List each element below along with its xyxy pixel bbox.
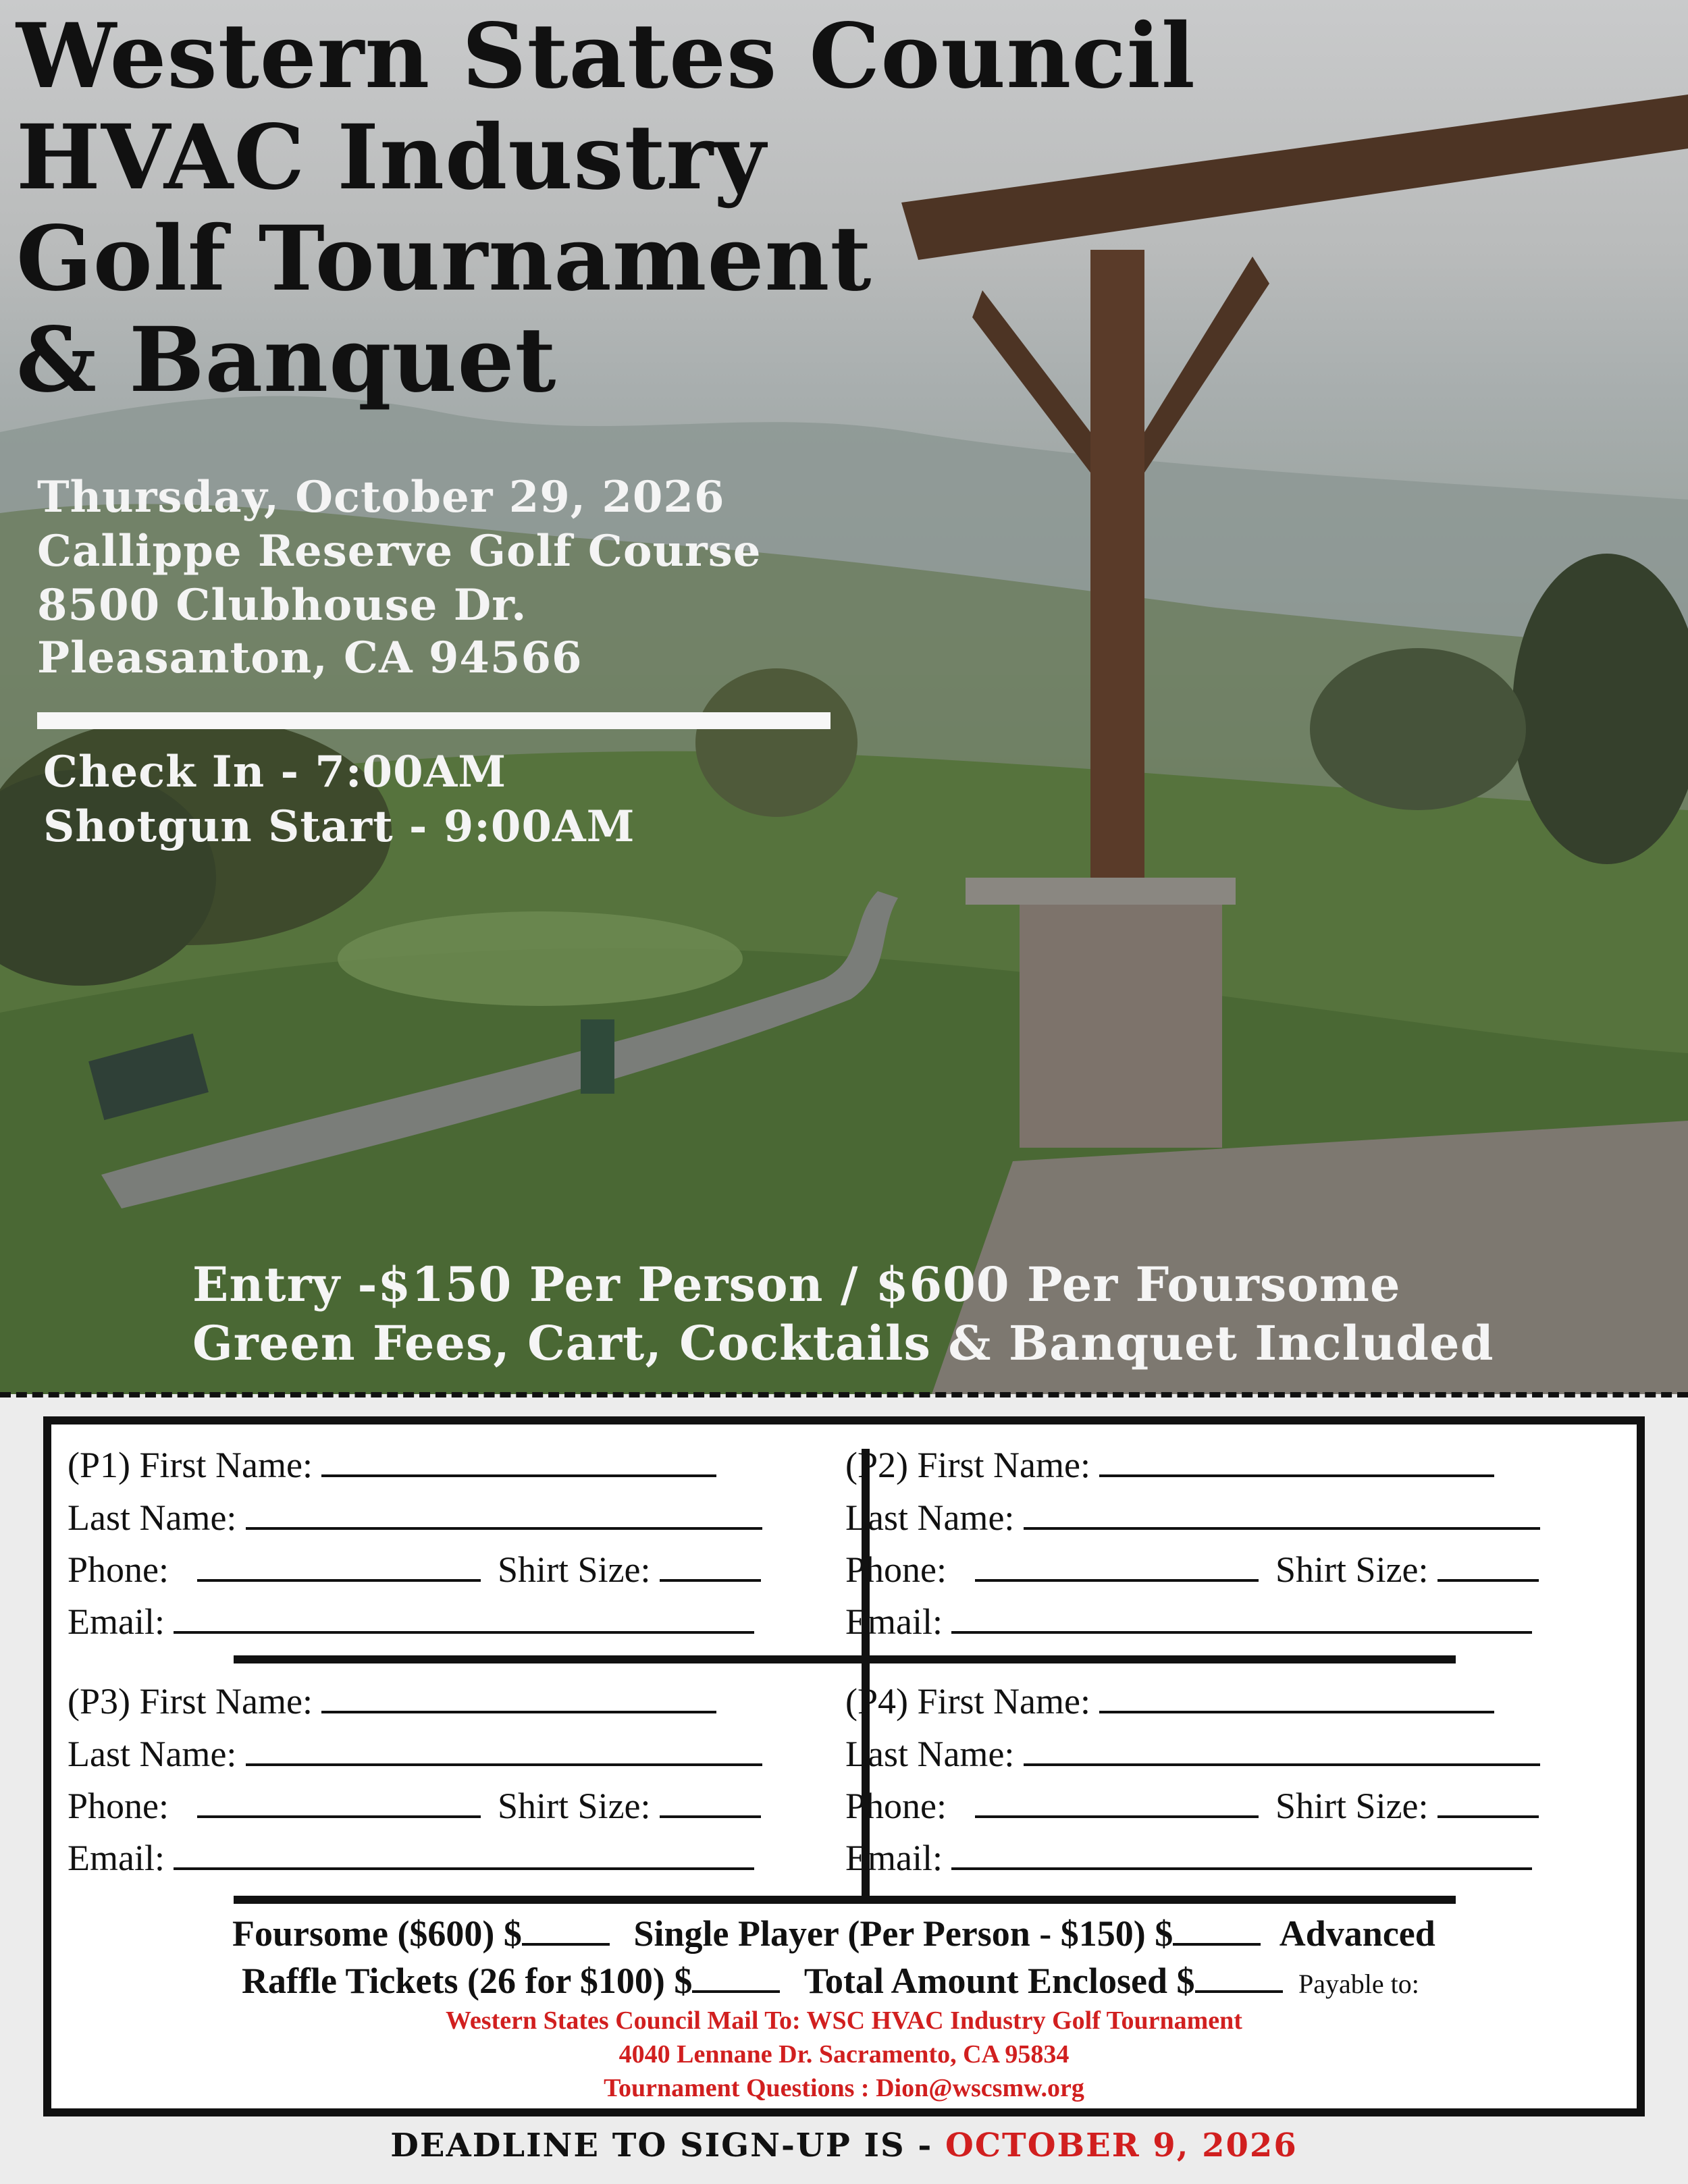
p4-first-name-field[interactable] <box>1099 1682 1494 1713</box>
p3-last-name-label: Last Name: <box>68 1734 237 1774</box>
p4-last-name-label: Last Name: <box>845 1734 1015 1774</box>
p2-shirt-size-label: Shirt Size: <box>1275 1549 1429 1590</box>
p4-shirt-size-label: Shirt Size: <box>1275 1786 1429 1826</box>
p1-phone-row <box>68 1551 761 1588</box>
p1-shirt-size-field[interactable] <box>660 1551 761 1582</box>
p1-last-name-row <box>68 1499 762 1536</box>
title-line-3: Golf Tournament <box>16 207 872 311</box>
p4-last-name-row <box>845 1735 1540 1772</box>
questions-line: Tournament Questions : Dion@wscsmw.org <box>604 2074 1084 2102</box>
mail-to-line: Western States Council Mail To: WSC HVAC Industry Golf Tournament <box>446 2006 1242 2035</box>
p3-email-row <box>68 1839 754 1876</box>
single-player-label: Single Player (Per Person - $150) $ <box>633 1913 1173 1954</box>
p2-email-row <box>845 1603 1532 1640</box>
signup-deadline <box>0 2127 1688 2164</box>
p1-shirt-size-label: Shirt Size: <box>498 1549 651 1590</box>
foursome-label: Foursome ($600) $ <box>232 1913 522 1954</box>
p3-shirt-size-label: Shirt Size: <box>498 1786 651 1826</box>
p4-phone-label: Phone: <box>845 1786 947 1826</box>
total-enclosed-label: Total Amount Enclosed $ <box>803 1961 1195 2001</box>
p2-phone-row <box>845 1551 1539 1588</box>
p2-phone-field[interactable] <box>975 1551 1259 1582</box>
total-amount-field[interactable] <box>1195 1962 1283 1993</box>
p1-phone-label: Phone: <box>68 1549 169 1590</box>
entry-price: Entry -$150 Per Person / $600 Per Foursome <box>192 1256 1401 1312</box>
p3-last-name-row <box>68 1735 762 1772</box>
p3-last-name-field[interactable] <box>246 1735 762 1766</box>
title-line-4: & Banquet <box>16 308 557 412</box>
p4-email-field[interactable] <box>951 1839 1532 1870</box>
white-divider <box>37 712 830 729</box>
raffle-tickets-label: Raffle Tickets (26 for $100) $ <box>242 1961 693 2001</box>
dashed-cut-line <box>0 1392 1688 1397</box>
payment-row-2 <box>242 1962 1419 1999</box>
p3-phone-label: Phone: <box>68 1786 169 1826</box>
p4-email-label: Email: <box>845 1838 943 1878</box>
p2-email-field[interactable] <box>951 1603 1532 1634</box>
entry-included: Green Fees, Cart, Cocktails & Banquet Included <box>192 1315 1494 1371</box>
p2-first-name-label: (P2) First Name: <box>845 1445 1090 1485</box>
event-date: Thursday, October 29, 2026 <box>37 472 725 523</box>
p4-shirt-size-field[interactable] <box>1438 1787 1539 1818</box>
p1-phone-field[interactable] <box>197 1551 481 1582</box>
p2-phone-label: Phone: <box>845 1549 947 1590</box>
raffle-amount-field[interactable] <box>692 1962 780 1993</box>
deadline-label: DEADLINE TO SIGN-UP IS - <box>390 2127 945 2164</box>
p3-shirt-size-field[interactable] <box>660 1787 761 1818</box>
p2-last-name-field[interactable] <box>1024 1499 1540 1530</box>
p3-email-label: Email: <box>68 1838 165 1878</box>
p3-first-name-label: (P3) First Name: <box>68 1681 313 1722</box>
p2-last-name-row <box>845 1499 1540 1536</box>
p4-first-name-label: (P4) First Name: <box>845 1681 1090 1722</box>
p1-last-name-label: Last Name: <box>68 1497 237 1538</box>
title-line-1: Western States Council <box>16 4 1196 109</box>
form-horizontal-divider-bottom <box>234 1896 1456 1904</box>
deadline-date: OCTOBER 9, 2026 <box>945 2127 1298 2164</box>
p2-first-name-row <box>845 1446 1494 1483</box>
event-city: Pleasanton, CA 94566 <box>37 633 583 683</box>
shotgun-start-time: Shotgun Start - 9:00AM <box>43 801 635 852</box>
p4-first-name-row <box>845 1682 1494 1720</box>
event-address: 8500 Clubhouse Dr. <box>37 580 527 631</box>
p2-first-name-field[interactable] <box>1099 1446 1494 1477</box>
p2-last-name-label: Last Name: <box>845 1497 1015 1538</box>
p3-phone-field[interactable] <box>197 1787 481 1818</box>
p3-first-name-field[interactable] <box>321 1682 716 1713</box>
p4-phone-row <box>845 1787 1539 1824</box>
p1-email-label: Email: <box>68 1601 165 1642</box>
p3-email-field[interactable] <box>174 1839 754 1870</box>
p3-phone-row <box>68 1787 761 1824</box>
p4-last-name-field[interactable] <box>1024 1735 1540 1766</box>
form-horizontal-divider-top <box>234 1655 1456 1663</box>
p2-shirt-size-field[interactable] <box>1438 1551 1539 1582</box>
single-player-amount-field[interactable] <box>1173 1915 1261 1946</box>
foursome-amount-field[interactable] <box>522 1915 610 1946</box>
p1-email-row <box>68 1603 754 1640</box>
p1-last-name-field[interactable] <box>246 1499 762 1530</box>
p3-first-name-row <box>68 1682 716 1720</box>
p1-first-name-label: (P1) First Name: <box>68 1445 313 1485</box>
p4-email-row <box>845 1839 1532 1876</box>
p1-first-name-field[interactable] <box>321 1446 716 1477</box>
payable-to-label: Payable to: <box>1298 1969 1419 1999</box>
mail-address-line: 4040 Lennane Dr. Sacramento, CA 95834 <box>618 2040 1070 2069</box>
registration-form <box>43 1416 1645 2116</box>
p2-email-label: Email: <box>845 1601 943 1642</box>
check-in-time: Check In - 7:00AM <box>43 747 507 797</box>
advanced-label: Advanced <box>1279 1913 1435 1954</box>
p1-first-name-row <box>68 1446 716 1483</box>
p4-phone-field[interactable] <box>975 1787 1259 1818</box>
event-venue: Callippe Reserve Golf Course <box>37 526 762 577</box>
title-line-2: HVAC Industry <box>16 105 766 210</box>
payment-row-1 <box>232 1915 1435 1952</box>
p1-email-field[interactable] <box>174 1603 754 1634</box>
